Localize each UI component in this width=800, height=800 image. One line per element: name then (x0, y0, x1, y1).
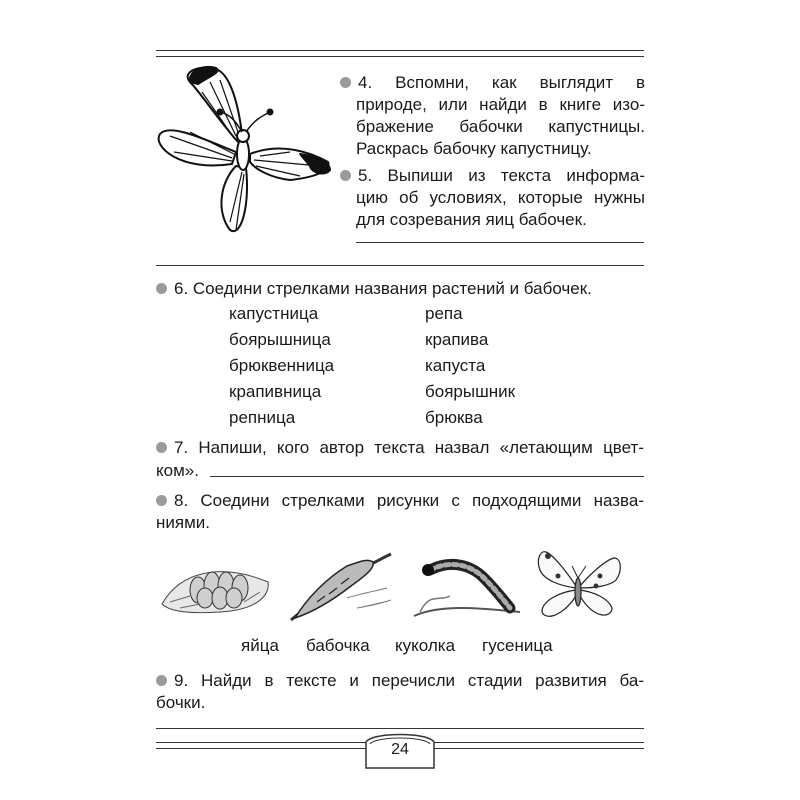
task-7-line-2: ком». (156, 461, 199, 480)
answer-line[interactable] (210, 476, 644, 477)
footer-rule (430, 748, 644, 749)
task-5-line-3: для созревания яиц бабочек. (356, 210, 587, 229)
task-9-line-2: бочки. (156, 693, 206, 712)
task-8-line-2: ниями. (156, 513, 210, 532)
task-5-line-2: цию об условиях, которые нужны (356, 188, 645, 207)
bullet-icon (156, 283, 167, 294)
butterfly-picture (534, 546, 624, 628)
task-4-line-1: 4. Вспомни, как выглядит в (340, 72, 645, 94)
answer-line[interactable] (156, 265, 644, 266)
eggs-picture (160, 552, 272, 616)
task-7-line-1: 7. Напиши, кого автор текста назвал «летающим цвет- (156, 437, 644, 459)
header-rule (156, 56, 644, 57)
task-4-line-2: природе, или найди в книге изо- (356, 95, 645, 114)
footer-rule (156, 748, 370, 749)
task-9-line-1: 9. Найди в тексте и перечисли стадии развития ба- (156, 670, 644, 692)
stage-label: бабочка (306, 636, 370, 655)
butterfly-name: репница (229, 408, 296, 427)
caterpillar-picture (410, 552, 526, 622)
bullet-icon (156, 442, 167, 453)
stage-label: куколка (395, 636, 456, 655)
answer-line[interactable] (356, 242, 644, 243)
task-6-title: 6. Соедини стрелками названия растений и бабочек. (156, 278, 592, 300)
cabbage-butterfly-illustration (150, 62, 340, 242)
stage-label: яйца (241, 636, 279, 655)
task-4-line-4: Раскрась бабочку капустницу. (356, 139, 592, 158)
butterfly-name: крапивница (229, 382, 322, 401)
footer-rule (156, 742, 370, 743)
bullet-icon (340, 77, 351, 88)
butterfly-name: брюквенница (229, 356, 335, 375)
plant-name: репа (425, 304, 463, 323)
plant-name: боярышник (425, 382, 516, 401)
bullet-icon (156, 675, 167, 686)
bullet-icon (340, 170, 351, 181)
page-number: 24 (391, 741, 409, 758)
plant-name: крапива (425, 330, 489, 349)
butterfly-name: капустница (229, 304, 319, 323)
task-4-line-3: бражение бабочки капустницы. (356, 117, 645, 136)
bullet-icon (156, 495, 167, 506)
task-8-line-1: 8. Соедини стрелками рисунки с подходящими назва- (156, 490, 644, 512)
header-rule (156, 50, 644, 51)
plant-name: брюква (425, 408, 483, 427)
plant-name: капуста (425, 356, 486, 375)
footer-rule (430, 742, 644, 743)
task-5-line-1: 5. Выпиши из текста информа- (340, 165, 645, 187)
pupa-picture (287, 548, 395, 626)
butterfly-name: боярышница (229, 330, 331, 349)
stage-label: гусеница (482, 636, 553, 655)
